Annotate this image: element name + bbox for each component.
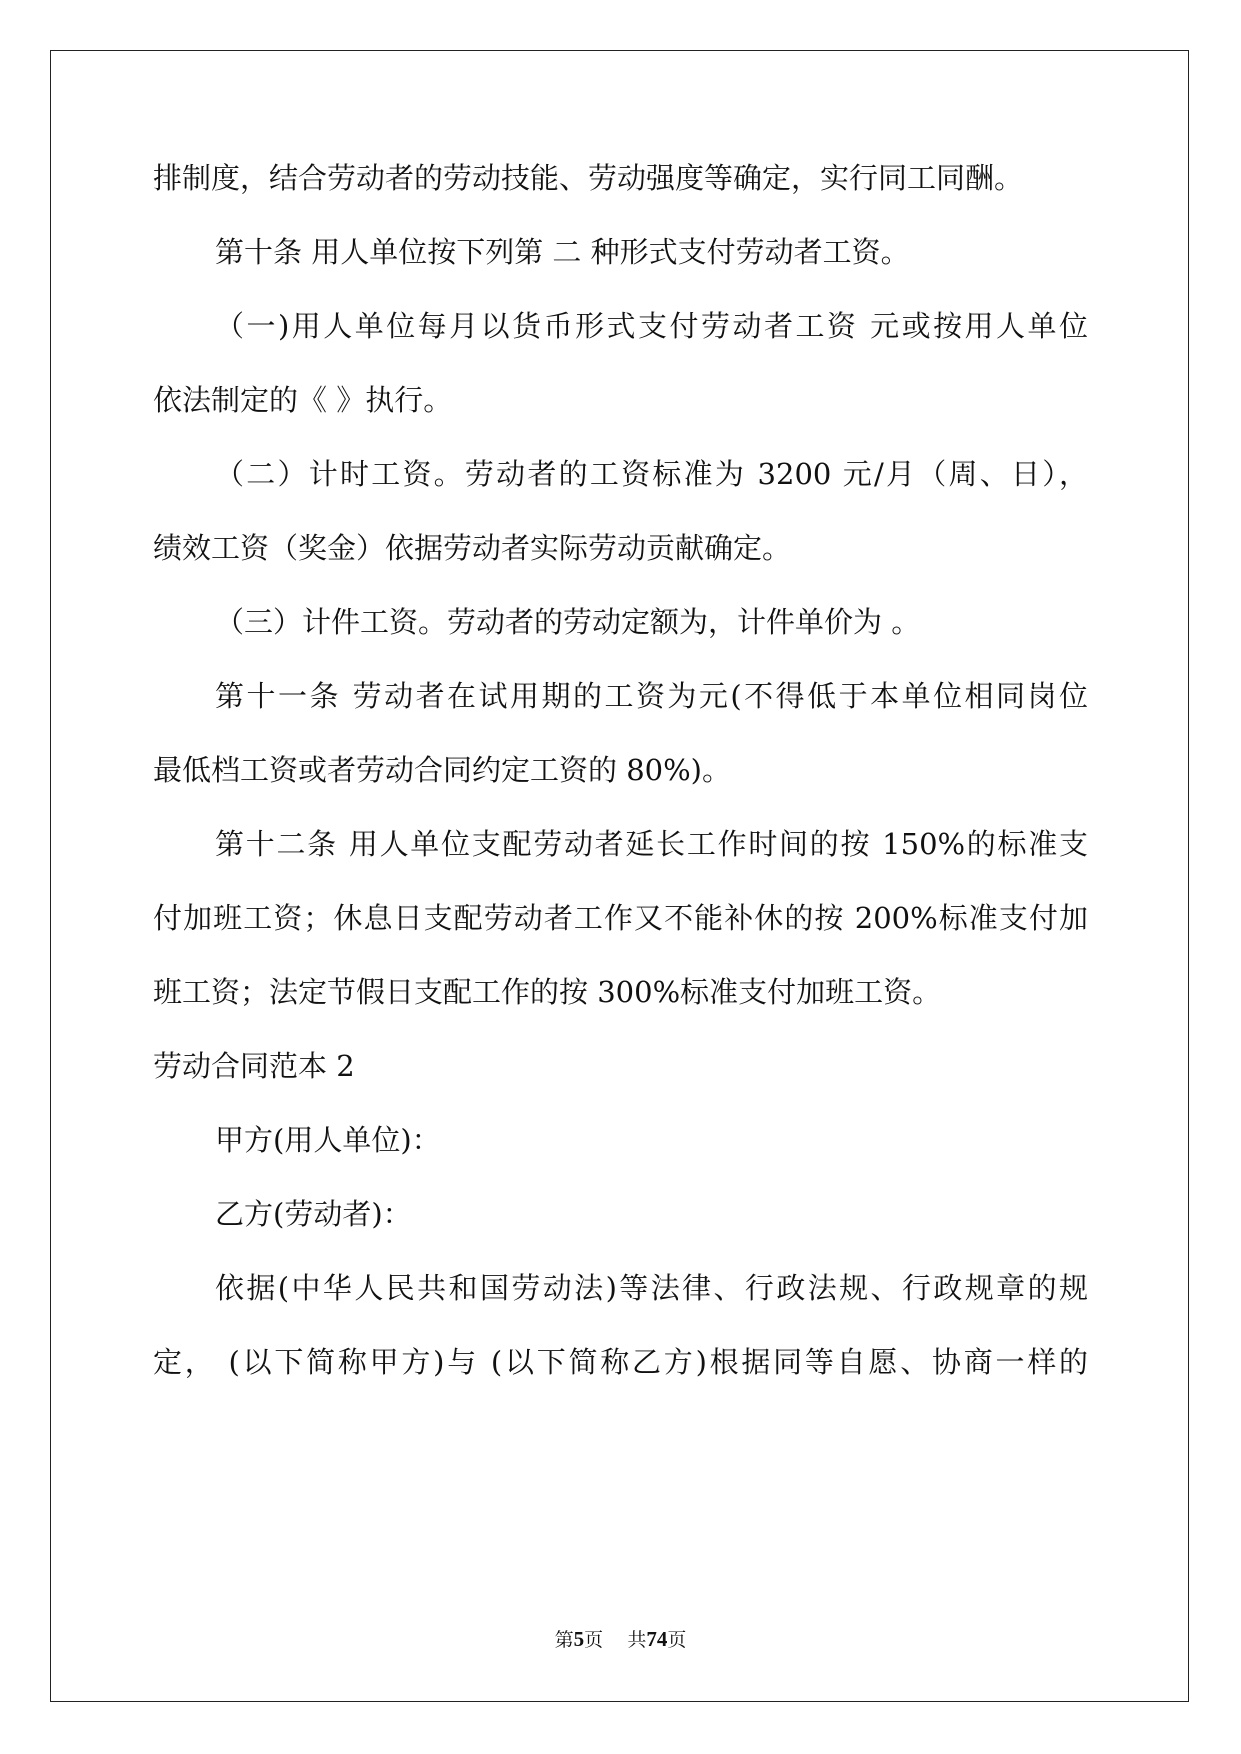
text-line: 定， (以下简称甲方)与 (以下简称乙方)根据同等自愿、协商一样的 xyxy=(153,1345,1088,1379)
text-line: 甲方(用人单位)： xyxy=(215,1123,441,1157)
text-line: 最低档工资或者劳动合同约定工资的 80%)。 xyxy=(153,753,731,787)
text-line: （三）计件工资。劳动者的劳动定额为，计件单价为 。 xyxy=(215,605,921,639)
footer-mid: 页 共 xyxy=(584,1629,647,1651)
text-line: 第十二条 用人单位支配劳动者延长工作时间的按 150%的标准支 xyxy=(215,827,1088,861)
text-line: 绩效工资（奖金）依据劳动者实际劳动贡献确定。 xyxy=(153,531,792,565)
text-line: 第十条 用人单位按下列第 二 种形式支付劳动者工资。 xyxy=(215,235,910,269)
text-line: 付加班工资；休息日支配劳动者工作又不能补休的按 200%标准支付加 xyxy=(153,901,1088,935)
text-line: 依法制定的《 》执行。 xyxy=(153,383,453,417)
page-border xyxy=(50,50,1189,1702)
current-page-number: 5 xyxy=(573,1627,585,1651)
section-heading: 劳动合同范本 2 xyxy=(153,1049,355,1083)
text-line: （一)用人单位每月以货币形式支付劳动者工资 元或按用人单位 xyxy=(215,309,1088,343)
text-line: 乙方(劳动者)： xyxy=(215,1197,412,1231)
footer-prefix: 第 xyxy=(554,1629,574,1651)
text-line: （二）计时工资。劳动者的工资标准为 3200 元/月（周、日）， xyxy=(215,457,1088,491)
page-footer xyxy=(0,1627,1241,1652)
text-line: 依据(中华人民共和国劳动法)等法律、行政法规、行政规章的规 xyxy=(215,1271,1088,1305)
text-line: 第十一条 劳动者在试用期的工资为元(不得低于本单位相同岗位 xyxy=(215,679,1088,713)
text-line: 班工资；法定节假日支配工作的按 300%标准支付加班工资。 xyxy=(153,975,942,1009)
total-page-number: 74 xyxy=(646,1627,668,1651)
text-line: 排制度，结合劳动者的劳动技能、劳动强度等确定，实行同工同酬。 xyxy=(153,161,1024,195)
footer-suffix: 页 xyxy=(667,1629,687,1651)
